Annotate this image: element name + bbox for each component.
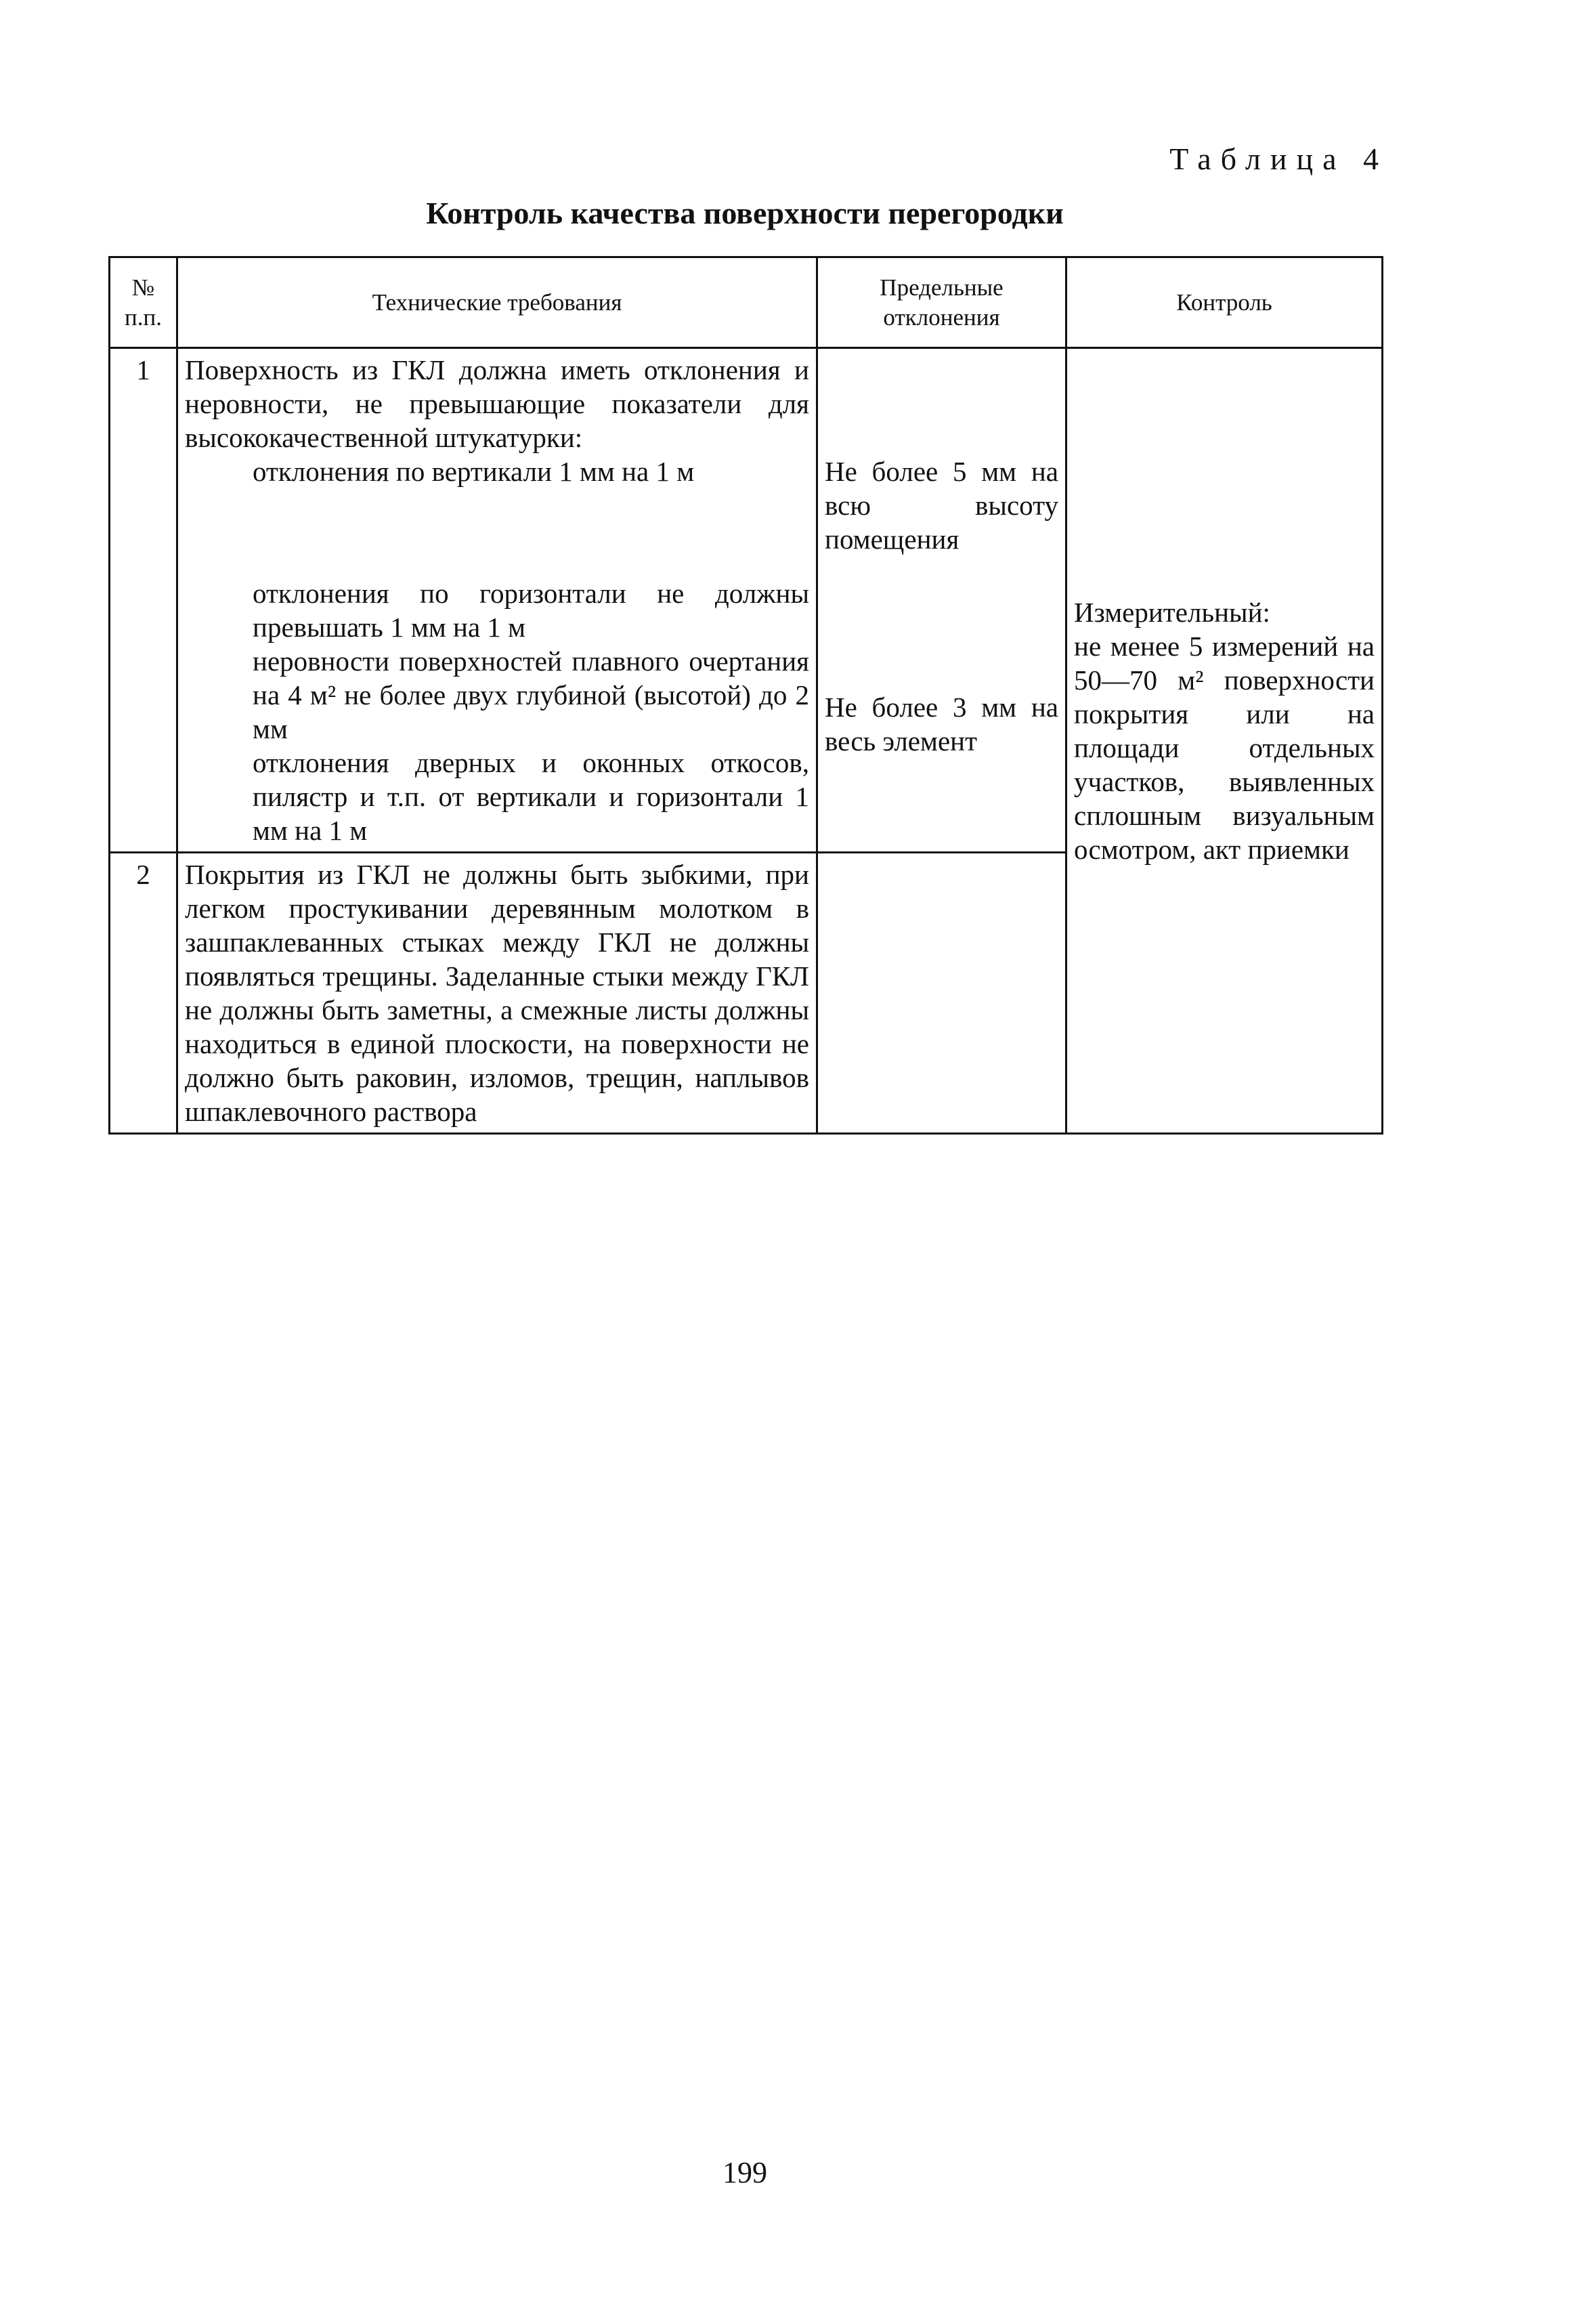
control-cell [1066,348,1383,1134]
control-method-title: Измерительный: [1074,597,1270,628]
header-deviations: Предельные отклонения [817,257,1066,348]
row-number: 1 [110,348,177,853]
requirement-sub-item: отклонения по вертикали 1 мм на 1 м [253,456,695,487]
requirement-sub-item: отклонения по горизонтали не должны превышать 1 мм на 1 м [253,578,809,643]
page-number: 199 [722,2156,767,2189]
header-num: № п.п. [110,257,177,348]
header-control: Контроль [1066,257,1383,348]
deviations-cell [817,853,1066,1134]
table-header-row [110,257,1383,348]
header-requirements: Технические требования [177,257,817,348]
requirements-cell [177,348,817,853]
deviation-value: Не более 3 мм на весь элемент [825,692,1058,757]
requirement-sub-item: неровности поверхностей плавного очертания на 4 м² не более двух глубиной (высотой) до 2 мм [253,645,809,744]
deviations-cell [817,348,1066,853]
row-number: 2 [110,853,177,1134]
table-title: Контроль качества поверхности перегородки [426,196,1064,230]
deviation-value: Не более 5 мм на всю высоту помещения [825,456,1058,555]
table-number-label: Таблица 4 [1169,142,1388,176]
requirement-sub-item: отклонения дверных и оконных откосов, пилястр и т.п. от вертикали и горизонтали 1 мм на 1 м [253,747,809,846]
requirements-cell [177,853,817,1134]
table-row [110,348,1383,853]
requirement-main-text: Поверхность из ГКЛ должна иметь отклонения и неровности, не превышающие показатели для высококачественной штукатурки: [185,354,809,453]
quality-control-table [108,256,1383,1135]
control-method-text: не менее 5 измерений на 50—70 м² поверхности покрытия или на площади отдельных участков, выявленных сплошным визуальным осмотром, акт приемки [1074,631,1375,865]
requirement-main-text: Покрытия из ГКЛ не должны быть зыбкими, при легком простукивании деревянным молотком в зашпаклеванных стыках между ГКЛ не должны появляться трещины. Заделанные стыки между ГКЛ не должны быть заметны, а смежные листы должны находиться в единой плоскости, на поверхности не должно быть раковин, изломов, трещин, наплывов шпаклевочного раствора [185,859,809,1127]
